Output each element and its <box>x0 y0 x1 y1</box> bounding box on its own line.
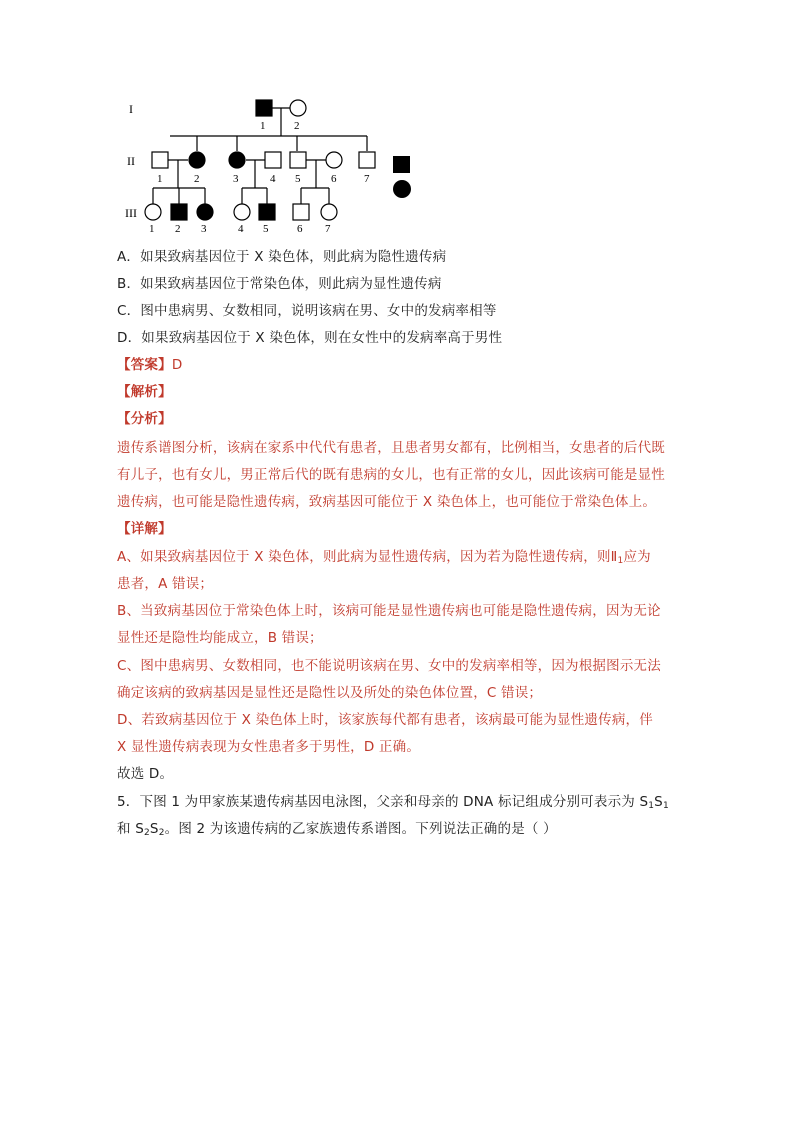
question-5-line-1 <box>117 792 669 816</box>
normal-female-III7 <box>321 204 337 220</box>
label-II5: 5 <box>295 173 301 185</box>
normal-male-II7 <box>359 152 375 168</box>
normal-male-III6 <box>293 204 309 220</box>
generation-label-2: II <box>127 154 135 168</box>
detail-a-line-1 <box>117 547 651 571</box>
label-I1: 1 <box>260 120 266 132</box>
normal-female-I2 <box>290 100 306 116</box>
label-II3: 3 <box>233 173 239 185</box>
q5-sub-4: 2 <box>158 828 165 838</box>
q5-sub-1: 1 <box>648 801 655 811</box>
option-d: D．如果致病基因位于 X 染色体，则在女性中的发病率高于男性 <box>117 330 503 346</box>
label-II6: 6 <box>331 173 337 185</box>
q5-text-3: 和 S <box>117 821 144 837</box>
label-III2: 2 <box>175 223 181 232</box>
affected-female-III3 <box>197 204 213 220</box>
label-II2: 2 <box>194 173 200 185</box>
q5-text-1: 5．下图 1 为甲家族某遗传病基因电泳图，父亲和母亲的 DNA 标记组成分别可表示为 S <box>117 794 649 810</box>
detail-c-line-1: C、图中患病男、女数相同，也不能说明该病在男、女中的发病率相等，因为根据图示无法 <box>117 658 661 674</box>
conclusion: 故选 D。 <box>117 766 174 782</box>
label-II1: 1 <box>157 173 163 185</box>
detail-c-line-2: 确定该病的致病基因是显性还是隐性以及所处的染色体位置，C 错误； <box>117 685 543 701</box>
label-III1: 1 <box>149 223 155 232</box>
normal-female-III1 <box>145 204 161 220</box>
normal-female-II6 <box>326 152 342 168</box>
label-II4: 4 <box>270 173 276 185</box>
q5-text-2: S <box>654 794 663 810</box>
affected-male-I1 <box>256 100 272 116</box>
affected-male-III5 <box>259 204 275 220</box>
fenxi-line-3: 遗传病，也可能是隐性遗传病，致病基因可能位于 X 染色体上，也可能位于常染色体上。 <box>117 494 657 510</box>
label-I2: 2 <box>294 120 300 132</box>
affected-female-II2 <box>189 152 205 168</box>
fenxi-line-2: 有儿子，也有女儿，男正常后代的既有患病的女儿，也有正常的女儿，因此该病可能是显性 <box>117 467 665 483</box>
generation-label-3: III <box>125 206 137 220</box>
label-III7: 7 <box>325 223 331 232</box>
detail-a-text-end: 应为 <box>623 549 651 565</box>
legend-affected-male-icon <box>393 156 410 173</box>
label-III3: 3 <box>201 223 207 232</box>
option-c: C．图中患病男、女数相同，说明该病在男、女中的发病率相等 <box>117 303 497 319</box>
analysis-heading: 【解析】 <box>117 384 172 400</box>
detail-a-subscript: 1 <box>617 556 624 566</box>
normal-male-II4 <box>265 152 281 168</box>
detail-heading: 【详解】 <box>117 521 172 537</box>
label-III4: 4 <box>238 223 244 232</box>
normal-female-III4 <box>234 204 250 220</box>
detail-b-line-1: B、当致病基因位于常染色体上时，该病可能是显性遗传病也可能是隐性遗传病，因为无论 <box>117 603 661 619</box>
detail-d-line-2: X 显性遗传病表现为女性患者多于男性，D 正确。 <box>117 739 421 755</box>
answer-line <box>117 355 182 375</box>
normal-male-II5 <box>290 152 306 168</box>
q5-sub-3: 2 <box>143 828 150 838</box>
q5-text-4: S <box>149 821 159 837</box>
detail-d-line-1: D、若致病基因位于 X 染色体上时，该家族每代都有患者，该病最可能为显性遗传病，伴 <box>117 712 653 728</box>
generation-label-1: I <box>129 102 133 116</box>
fenxi-line-1: 遗传系谱图分析，该病在家系中代代有患者，且患者男女都有，比例相当，女患者的后代既 <box>117 440 665 456</box>
detail-b-line-2: 显性还是隐性均能成立，B 错误； <box>117 630 323 646</box>
option-a: A．如果致病基因位于 X 染色体，则此病为隐性遗传病 <box>117 249 447 265</box>
q5-text-5: 。图 2 为该遗传病的乙家族遗传系谱图。下列说法正确的是（ ） <box>164 821 557 837</box>
normal-male-II1 <box>152 152 168 168</box>
answer-value: D <box>171 357 183 373</box>
option-b: B．如果致病基因位于常染色体，则此病为显性遗传病 <box>117 276 442 292</box>
affected-male-III2 <box>171 204 187 220</box>
legend-affected-female-icon <box>393 180 411 198</box>
fenxi-heading: 【分析】 <box>117 411 172 427</box>
label-II7: 7 <box>364 173 370 185</box>
pedigree-chart <box>115 92 425 232</box>
label-III5: 5 <box>263 223 269 232</box>
answer-label: 【答案】 <box>117 357 172 373</box>
detail-a-line-2: 患者，A 错误； <box>117 576 214 592</box>
question-5-line-2 <box>117 819 557 843</box>
affected-female-II3 <box>229 152 245 168</box>
q5-sub-2: 1 <box>662 801 669 811</box>
label-III6: 6 <box>297 223 303 232</box>
detail-a-text: A、如果致病基因位于 X 染色体，则此病为显性遗传病，因为若为隐性遗传病，则Ⅱ <box>117 549 618 565</box>
